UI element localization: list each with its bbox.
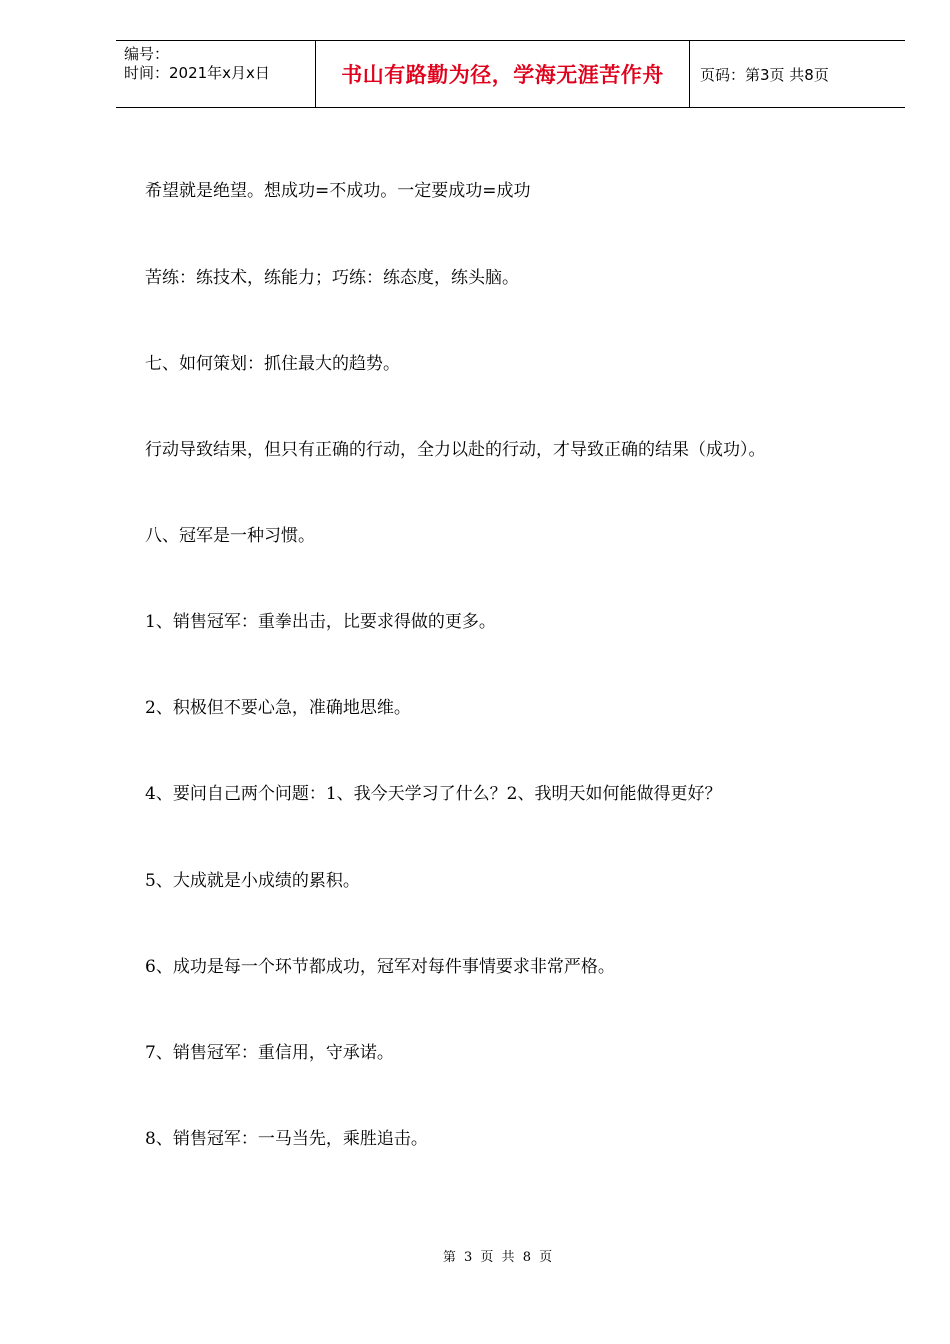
paragraph: 苦练：练技术，练能力；巧练：练态度，练头脑。 [145, 268, 519, 288]
header-motto-cell [316, 41, 690, 107]
section-heading: 八、冠军是一种习惯。 [145, 526, 315, 546]
list-item: 1、销售冠军：重拳出击，比要求得做的更多。 [145, 612, 496, 632]
list-item: 6、成功是每一个环节都成功，冠军对每件事情要求非常严格。 [145, 957, 615, 977]
list-item: 2、积极但不要心急，准确地思维。 [145, 698, 411, 718]
serial-number-label: 编号： [124, 45, 170, 63]
page-info: 页码：第3页 共8页 [700, 65, 829, 84]
document-header [116, 40, 905, 108]
date-label: 时间：2021年x月x日 [124, 64, 270, 82]
motto-text: 书山有路勤为径，学海无涯苦作舟 [341, 63, 664, 87]
paragraph: 希望就是绝望。想成功=不成功。一定要成功=成功 [145, 181, 531, 201]
list-item: 8、销售冠军：一马当先，乘胜追击。 [145, 1129, 428, 1149]
paragraph: 行动导致结果，但只有正确的行动，全力以赴的行动，才导致正确的结果（成功）。 [145, 440, 766, 460]
page-footer: 第 3 页 共 8 页 [442, 1250, 553, 1265]
list-item: 5、大成就是小成绩的累积。 [145, 871, 360, 891]
list-item: 7、销售冠军：重信用，守承诺。 [145, 1043, 394, 1063]
header-meta-cell [116, 41, 316, 107]
paragraph: 七、如何策划：抓住最大的趋势。 [145, 354, 400, 374]
list-item: 4、要问自己两个问题：1、我今天学习了什么？2、我明天如何能做得更好？ [145, 784, 722, 804]
header-page-cell [690, 41, 905, 107]
